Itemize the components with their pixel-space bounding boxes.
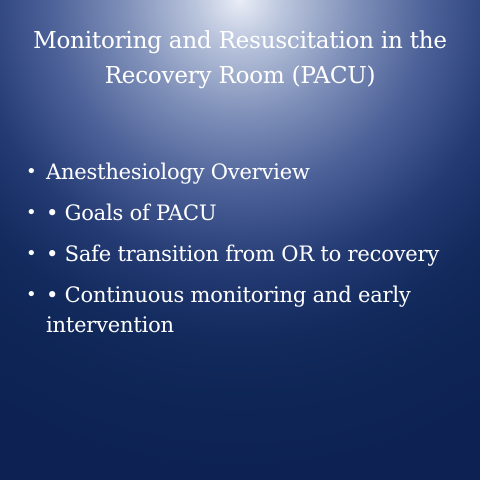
bullet-item <box>26 157 466 187</box>
slide-title <box>0 24 480 94</box>
bullet-marker: • <box>26 243 37 264</box>
bullet-text: • Safe transition from OR to recovery <box>46 242 440 266</box>
bullet-list <box>26 157 466 351</box>
bullet-marker: • <box>26 202 37 223</box>
bullet-marker: • <box>26 161 37 182</box>
bullet-text: • Continuous monitoring and early intervention <box>46 283 411 337</box>
bullet-item <box>26 198 466 228</box>
bullet-item <box>26 239 466 269</box>
bullet-text: • Goals of PACU <box>46 201 217 225</box>
bullet-item <box>26 280 466 340</box>
bullet-text: Anesthesiology Overview <box>46 160 310 184</box>
slide-title-line-1: Monitoring and Resuscitation in the <box>33 28 447 54</box>
bullet-marker: • <box>26 284 37 305</box>
slide-title-line-2: Recovery Room (PACU) <box>104 63 376 89</box>
